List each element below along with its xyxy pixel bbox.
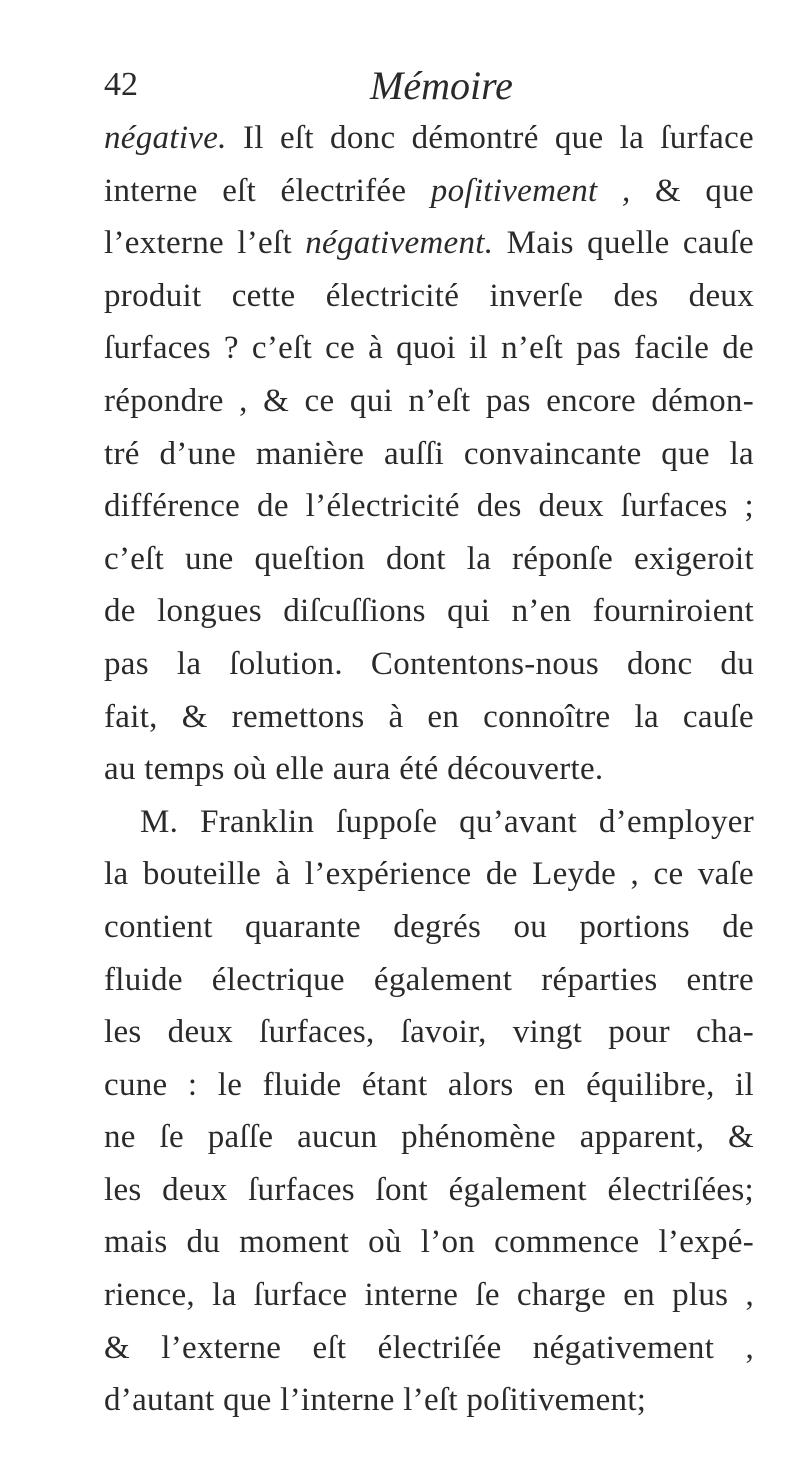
text-line	[104, 954, 754, 1007]
text-segment: mais du moment où l’on commence l’expé-	[104, 1224, 754, 1261]
text-line	[104, 1269, 754, 1322]
running-head: Mémoire	[370, 63, 513, 108]
text-line	[104, 533, 754, 586]
text-segment: au temps où elle aura été découverte.	[104, 751, 604, 788]
text-segment: ſurfaces ? c’eſt ce à quoi il n’eſt pas facile de	[104, 330, 754, 367]
italic-segment: négativement.	[305, 225, 494, 262]
text-segment: l’externe l’eſt	[104, 225, 306, 262]
text-line	[104, 901, 754, 954]
text-segment: les deux ſurfaces ſont également électriſées;	[104, 1171, 754, 1208]
text-line	[104, 165, 754, 218]
text-line	[104, 1111, 754, 1164]
text-segment: c’eſt une queſtion dont la réponſe exigeroit	[104, 540, 754, 577]
text-line	[104, 1164, 754, 1217]
text-segment: c	[319, 172, 335, 209]
text-line	[104, 691, 754, 744]
text-line	[104, 322, 754, 375]
text-segment: rience, la ſurface interne ſe charge en plus ,	[104, 1277, 754, 1314]
text-line	[104, 743, 754, 796]
text-segment: trifée	[334, 172, 431, 209]
text-line	[104, 428, 754, 481]
text-segment: produit cette électricité inverſe des deux	[104, 277, 754, 314]
italic-segment: négative.	[104, 120, 227, 156]
text-line	[104, 1059, 754, 1112]
text-segment: la bouteille à l’expérience de Leyde , ce vaſe	[104, 856, 754, 893]
text-line	[104, 1374, 754, 1427]
text-segment: fluide électrique également réparties entre	[104, 961, 754, 998]
text-segment: interne eſt éle	[104, 172, 320, 209]
text-segment: Mais quelle cauſe	[493, 225, 754, 262]
text-line	[104, 1322, 754, 1375]
text-segment: contient quarante degrés ou portions de	[104, 908, 754, 945]
text-segment: d’autant que l’interne l’eſt poſitivement;	[104, 1382, 647, 1419]
text-line	[104, 585, 754, 638]
text-line	[104, 638, 754, 691]
text-segment: Il eſt donc démontré que la ſurface	[226, 120, 754, 156]
text-line	[104, 796, 754, 849]
text-line	[104, 217, 754, 270]
text-line	[104, 480, 754, 533]
text-line	[104, 1216, 754, 1269]
text-line	[104, 375, 754, 428]
page-header	[104, 62, 744, 112]
text-segment: M. Franklin ſuppoſe qu’avant d’employer	[140, 803, 754, 840]
text-line	[104, 270, 754, 323]
text-segment: tré d’une manière auſſi convaincante que la	[104, 435, 754, 472]
text-segment: répondre , & ce qui n’eſt pas encore démon-	[104, 382, 754, 419]
text-line	[104, 848, 754, 901]
text-segment: cune : le fluide étant alors en équilibre, il	[104, 1066, 754, 1103]
text-segment: les deux ſurfaces, ſavoir, vingt pour cha-	[104, 1014, 754, 1051]
text-segment: pas la ſolution. Contentons-nous donc du	[104, 645, 754, 682]
text-line	[104, 1006, 754, 1059]
page-number: 42	[104, 66, 138, 103]
text-segment: ne ſe paſſe aucun phénomène apparent, &	[104, 1119, 754, 1156]
text-line	[104, 112, 754, 165]
text-segment: de longues diſcuſſions qui n’en fourniroient	[104, 593, 754, 630]
body-text	[104, 112, 754, 1427]
italic-segment: poſitivement ,	[430, 172, 631, 209]
text-segment: & que	[630, 172, 754, 209]
text-segment: fait, & remettons à en connoître la cauſe	[104, 698, 754, 735]
text-segment: différence de l’électricité des deux ſurfaces ;	[104, 488, 754, 525]
text-segment: & l’externe eſt électriſée négativement ,	[104, 1329, 754, 1366]
